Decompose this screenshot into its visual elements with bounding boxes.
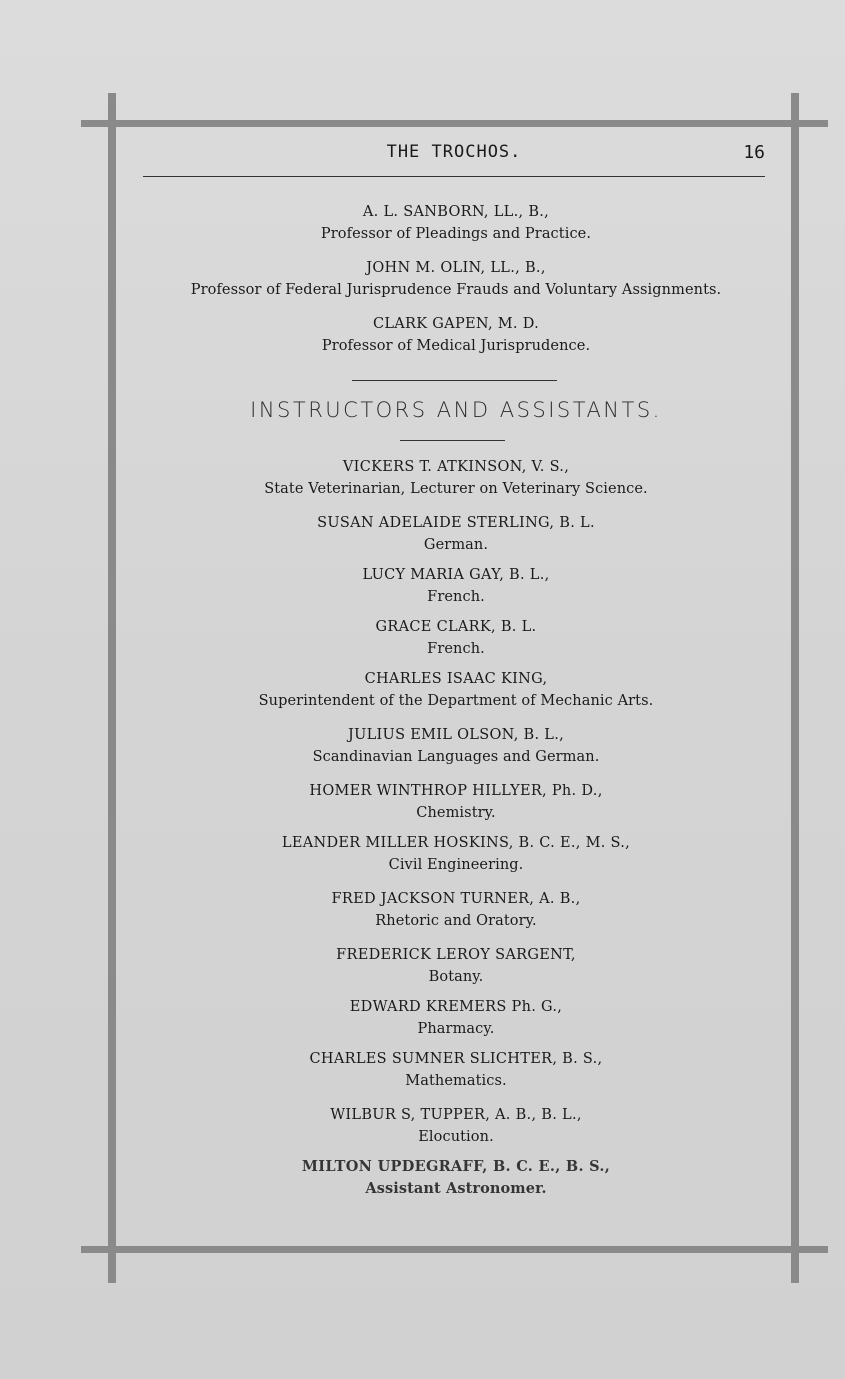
faculty-role: State Veterinarian, Lecturer on Veterinary Science.	[264, 481, 648, 497]
faculty-entry	[112, 313, 800, 357]
faculty-name: LEANDER MILLER HOSKINS, B. C. E., M. S.,	[281, 835, 631, 851]
faculty-name: JOHN M. OLIN, LL., B.,	[366, 260, 546, 276]
frame-bottom-rule	[81, 1246, 828, 1253]
section-subrule	[400, 440, 505, 441]
faculty-name: HOMER WINTHROP HILLYER, Ph. D.,	[309, 783, 603, 799]
faculty-name: MILTON UPDEGRAFF, B. C. E., B. S.,	[301, 1158, 611, 1175]
faculty-role: Pharmacy.	[417, 1021, 495, 1037]
faculty-role: Mathematics.	[405, 1073, 507, 1089]
faculty-role: Chemistry.	[416, 805, 496, 821]
faculty-role: Botany.	[428, 969, 484, 985]
faculty-role: Professor of Medical Jurisprudence.	[321, 338, 591, 354]
section-title: INSTRUCTORS AND ASSISTANTS.	[250, 398, 662, 422]
faculty-entry	[112, 564, 800, 608]
faculty-entry	[112, 944, 800, 988]
faculty-name: EDWARD KREMERS Ph. G.,	[349, 999, 563, 1015]
running-title: THE TROCHOS.	[386, 142, 522, 162]
faculty-name: A. L. SANBORN, LL., B.,	[362, 204, 550, 220]
faculty-name: JULIUS EMIL OLSON, B. L.,	[347, 727, 565, 743]
faculty-role: Rhetoric and Oratory.	[375, 913, 537, 929]
faculty-role: French.	[427, 641, 485, 657]
header-rule	[143, 176, 765, 177]
faculty-name: FREDERICK LEROY SARGENT,	[336, 947, 576, 963]
faculty-entry	[112, 780, 800, 824]
faculty-role: Professor of Federal Jurisprudence Frauds and Voluntary Assignments.	[190, 282, 722, 298]
faculty-name: LUCY MARIA GAY, B. L.,	[362, 567, 550, 583]
faculty-role: German.	[423, 537, 489, 553]
faculty-name: CHARLES SUMNER SLICHTER, B. S.,	[309, 1051, 603, 1067]
frame-top-rule	[81, 120, 828, 127]
faculty-name: VICKERS T. ATKINSON, V. S.,	[342, 459, 570, 475]
faculty-entry	[112, 257, 800, 301]
faculty-role: Elocution.	[418, 1129, 494, 1145]
faculty-role: Professor of Pleadings and Practice.	[320, 226, 592, 242]
faculty-entry	[112, 201, 800, 245]
faculty-name: SUSAN ADELAIDE STERLING, B. L.	[317, 515, 595, 531]
faculty-name: FRED JACKSON TURNER, A. B.,	[331, 891, 581, 907]
page-header	[143, 142, 765, 168]
faculty-role: French.	[427, 589, 485, 605]
faculty-name: GRACE CLARK, B. L.	[375, 619, 537, 635]
faculty-entry	[112, 1048, 800, 1092]
faculty-role: Civil Engineering.	[388, 857, 524, 873]
faculty-entry	[112, 996, 800, 1040]
faculty-name: CLARK GAPEN, M. D.	[372, 316, 540, 332]
faculty-name: CHARLES ISAAC KING,	[364, 671, 548, 687]
section-divider	[352, 380, 557, 381]
faculty-entry	[112, 1104, 800, 1148]
faculty-entry	[112, 456, 800, 500]
faculty-entry	[112, 1156, 800, 1200]
faculty-role: Scandinavian Languages and German.	[312, 749, 600, 765]
faculty-entry	[112, 512, 800, 556]
faculty-entry	[112, 724, 800, 768]
faculty-entry	[112, 668, 800, 712]
faculty-entry	[112, 616, 800, 660]
faculty-entry	[112, 888, 800, 932]
faculty-role: Superintendent of the Department of Mechanic Arts.	[258, 693, 654, 709]
faculty-entry	[112, 832, 800, 876]
faculty-role: Assistant Astronomer.	[365, 1180, 547, 1197]
faculty-name: WILBUR S, TUPPER, A. B., B. L.,	[330, 1107, 582, 1123]
page-number: 16	[743, 142, 765, 163]
